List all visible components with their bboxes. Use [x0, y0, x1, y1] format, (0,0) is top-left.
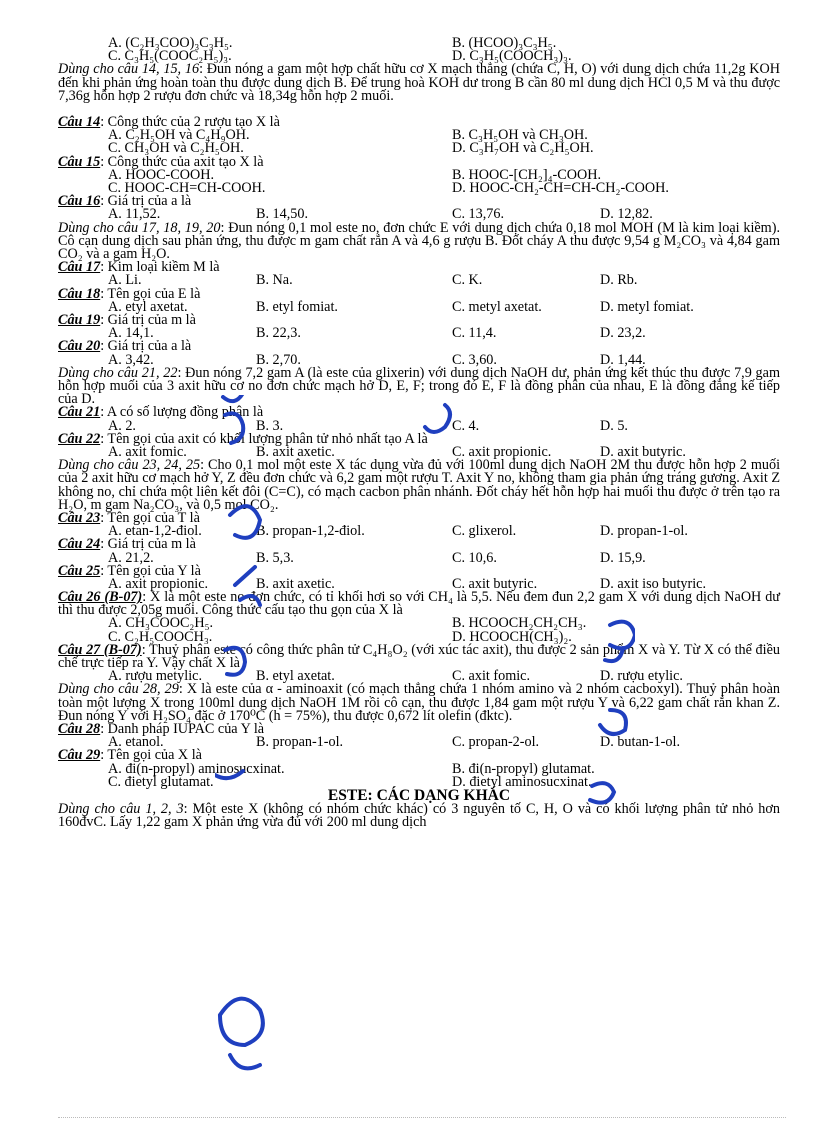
- answer-option-c: C. propan-2-ol.: [452, 734, 540, 751]
- answer-option-d: D. 12,82.: [600, 206, 653, 223]
- answer-option-a: A. etanol.: [108, 734, 164, 751]
- question-number: Câu 20: [58, 338, 101, 355]
- question-text: : Giá trị của a là: [100, 338, 192, 355]
- question-text: : Tên gọi của Y là: [100, 562, 201, 579]
- answer-option-a: A. (C₂H₃COO)₃C₃H₅.: [108, 35, 233, 51]
- answer-option-b: D. HCOOCH(CH₃)₂.: [452, 628, 572, 645]
- answer-option-c: C. 3,60.: [452, 351, 497, 368]
- answer-option-a: A. CH₃COOC₂H₅.: [108, 615, 214, 632]
- question: [58, 261, 780, 274]
- answer-option-d: D. 15,9.: [600, 549, 646, 566]
- question-number: Câu 28: [58, 721, 101, 738]
- answer-option-d: D. Rb.: [600, 272, 638, 289]
- question-text: : Đun nóng 7,2 gam A (là este của glixerin) với dung dịch NaOH dư, phản ứng kết thúc thu được 7,9 gam hỗn hợp muối của 3 axit hữu cơ no đơn chức mạch hở D, E, F; trong đó E, F là đồng phân của nhau, E là đồng đẳng kế tiếp của D.: [58, 364, 780, 408]
- answer-option-b: B. axit axetic.: [256, 443, 335, 460]
- question-number: Câu 19: [58, 311, 101, 328]
- answer-option-a: A. 3,42.: [108, 351, 154, 368]
- question-number: Câu 25: [58, 562, 101, 579]
- answer-option-a: A. etyl axetat.: [108, 298, 188, 315]
- question-text: : Tên gọi của axit có khối lượng phân tử nhỏ nhất tạo A là: [100, 430, 428, 447]
- answer-option-c: C. axit propionic.: [452, 443, 552, 460]
- answer-option-a: C. đietyl glutamat.: [108, 773, 214, 790]
- document-page: [58, 37, 780, 829]
- answer-option-b: B. etyl axetat.: [256, 668, 335, 685]
- question-text: : X là este của α - aminoaxit (có mạch thẳng chứa 1 nhóm amino và 2 nhóm cacboxyl). Thuỷ phân hoàn toàn một lượng X trong 100ml dung dịch NaOH 1M rồi cô cạn, thu được 1,84 gam một rượu Y và 6,22 gam chất rắn khan Z. Đun nóng Y với H₂SO₄ đặc ở 170⁰C (h = 75%), thu được 0,672 lít olefin (đktc).: [58, 681, 781, 724]
- shared-prompt-label: Dùng cho câu 28, 29: [58, 681, 179, 698]
- shared-prompt: [58, 683, 780, 723]
- answer-option-d: D. metyl fomiat.: [600, 298, 694, 315]
- question-text: : Công thức của 2 rượu tạo X là: [100, 113, 280, 130]
- answer-option-d: D. axit butyric.: [600, 443, 686, 460]
- answer-option-b: B. HCOOCH₂CH₂CH₃.: [452, 615, 587, 632]
- answer-option-b: B. 3.: [256, 417, 284, 434]
- question-number: Câu 16: [58, 193, 101, 210]
- question-number: Câu 21: [58, 404, 101, 421]
- answer-option-d: D. 1,44.: [600, 351, 646, 368]
- answer-option-b: D. đietyl aminosucxinat.: [452, 773, 592, 790]
- shared-prompt-label: Dùng cho câu 21, 22: [58, 364, 178, 381]
- answer-option-a: A. HOOC-COOH.: [108, 166, 215, 183]
- question-text: : Thuỷ phân este có công thức phân tử C₄H₈O₂ (với xúc tác axit), thu được 2 sản phẩm X và Y. Từ X có thể điều chế trực tiếp ra Y. Vậy chất X là: [58, 641, 780, 672]
- question-number: Câu 22: [58, 430, 101, 447]
- answer-option-d: D. propan-1-ol.: [600, 523, 688, 540]
- answer-option-b: B. 5,3.: [256, 549, 294, 566]
- question-number: Câu 29: [58, 747, 101, 764]
- answer-option-b: B. (HCOO)₃C₃H₅.: [452, 35, 557, 51]
- answer-option-d: D. axit iso butyric.: [600, 575, 706, 592]
- shared-prompt-label: Dùng cho câu 1, 2, 3: [58, 801, 184, 818]
- section-title: ESTE: CÁC DẠNG KHÁC: [327, 787, 511, 805]
- answer-option-b: D. HOOC-CH₂-CH=CH-CH₂-COOH.: [452, 179, 669, 196]
- question-text: : A có số lượng đồng phân là: [100, 404, 264, 421]
- answer-option-a: A. 21,2.: [108, 549, 154, 566]
- answer-option-c: C. 10,6.: [452, 549, 497, 566]
- answer-option-b: B. đi(n-propyl) glutamat.: [452, 760, 595, 777]
- question: [58, 641, 780, 672]
- answer-option-a: A. 2.: [108, 417, 136, 434]
- answer-option-a: A. axit propionic.: [108, 575, 209, 592]
- answer-option-a: A. axit fomic.: [108, 443, 187, 460]
- answer-option-c: C. K.: [452, 272, 483, 289]
- question: [58, 311, 780, 328]
- answer-option-d: D. 5.: [600, 417, 628, 434]
- question-text: : X là một este no đơn chức, có tỉ khối hơi so với CH₄ là 5,5. Nếu đem đun 2,2 gam X với dung dịch NaOH dư thì thu được 2,05g muối. Công thức cấu tạo thu gọn của X là: [58, 589, 780, 619]
- shared-prompt: [58, 459, 780, 512]
- answer-option-a: C. CH₃OH và C₂H₅OH.: [108, 140, 244, 157]
- question-number: Câu 26 (B-07): [58, 589, 143, 606]
- answer-option-b: B. 14,50.: [256, 206, 309, 223]
- question-text: : Một este X (không có nhóm chức khác) có 3 nguyên tố C, H, O và có khối lượng phân tử nhỏ hơn 160đvC. Lấy 1,22 gam X phản ứng vừa đủ với 200 ml dung dịch: [58, 801, 780, 831]
- question-text: : Giá trị của m là: [100, 311, 196, 328]
- question-number: Câu 24: [58, 536, 101, 553]
- answer-option-b: B. C₃H₅OH và CH₃OH.: [452, 127, 588, 144]
- answer-option-c: C. 13,76.: [452, 206, 505, 223]
- answer-option-a: A. etan-1,2-điol.: [108, 523, 202, 540]
- answer-option-d: D. 23,2.: [600, 325, 646, 342]
- answer-option-a: A. Li.: [108, 272, 142, 289]
- shared-prompt: [58, 364, 780, 408]
- answer-option-b: B. 22,3.: [256, 325, 301, 342]
- question-number: Câu 18: [58, 285, 101, 302]
- answer-option-c: C. metyl axetat.: [452, 298, 542, 315]
- question-text: : Đun nóng a gam một hợp chất hữu cơ X mạch thẳng (chứa C, H, O) với dung dịch chứa 11,2g KOH đến khi phản ứng hoàn toàn thu được dung dịch B. Để trung hoà KOH dư trong B cần 80 ml dung dịch HCl 0,5 M và thu được 7,36g hỗn hợp 2 rượu đơn chức và 18,34g hỗn hợp 2 muối.: [58, 61, 780, 104]
- question-number: Câu 15: [58, 153, 101, 170]
- question: [58, 538, 780, 551]
- question-text: : Tên gọi của E là: [100, 285, 201, 302]
- answer-option-b: B. propan-1,2-điol.: [256, 523, 365, 540]
- shared-prompt-label: Dùng cho câu 23, 24, 25: [58, 457, 201, 474]
- shared-prompt-label: Dùng cho câu 14, 15, 16: [58, 61, 200, 78]
- question-text: : Cho 0,1 mol một este X tác dụng vừa đủ với 100ml dung dịch NaOH 2M thu được hỗn hợp 2 muối của 2 axit hữu cơ mạch hở Y, Z đều đơn chức và 6,2 gam một rượu T. Axit Y no, không tham gia phản ứng tráng gương. Axit Z không no, chỉ chứa một liên kết đôi (C=C), có mạch cacbon phân nhánh. Đốt cháy hết hỗn hợp hai muối thu được ở trên tạo ra H₂O, m gam Na₂CO₃, và 0,5 mol CO₂.: [58, 457, 781, 513]
- question-number: Câu 17: [58, 259, 101, 276]
- question-text: : Giá trị của a là: [100, 193, 192, 210]
- answer-option-b: B. propan-1-ol.: [256, 734, 344, 751]
- answer-option-b: B. HOOC-[CH₂]₄-COOH.: [452, 166, 602, 183]
- answer-option-c: C. 4.: [452, 417, 480, 434]
- answer-option-c: C. axit fomic.: [452, 668, 531, 685]
- answer-option-b: D. C₃H₇OH và C₂H₅OH.: [452, 140, 594, 157]
- question-number: Câu 14: [58, 113, 101, 130]
- bottom-rule: [58, 1117, 786, 1118]
- answer-option-a: C. HOOC-CH=CH-COOH.: [108, 179, 266, 196]
- answer-option-a: C. C₂H₅COOCH₃.: [108, 628, 213, 645]
- question-text: : Đun nóng 0,1 mol este no, đơn chức E với dung dịch chứa 0,18 mol MOH (M là kim loại kiềm). Cô cạn dung dịch sau phản ứng, thu được m gam chất rắn A và 4,6 g rượu B. Đốt cháy A thu được 9,54 g M₂CO₃ và 4,84 gam CO₂ và a gam H₂O.: [58, 219, 780, 262]
- answer-option-b: B. 2,70.: [256, 351, 301, 368]
- question-text: : Tên gọi của X là: [100, 747, 202, 764]
- answer-option-a: A. C₂H₅OH và C₄H₉OH.: [108, 127, 250, 144]
- answer-option-a: A. 14,1.: [108, 325, 154, 342]
- shared-prompt: [58, 803, 780, 829]
- question-number: Câu 23: [58, 509, 101, 526]
- answer-option-b: B. Na.: [256, 272, 293, 289]
- answer-option-a: C. C₃H₅(COOC₂H₅)₃.: [108, 48, 232, 65]
- answer-option-d: D. butan-1-ol.: [600, 734, 680, 751]
- question: [58, 406, 780, 419]
- question-text: : Kim loại kiềm M là: [100, 259, 220, 276]
- shared-prompt: [58, 63, 780, 103]
- answer-option-c: C. axit butyric.: [452, 575, 538, 592]
- question-number: Câu 27 (B-07): [58, 641, 142, 658]
- question-text: : Danh pháp IUPAC của Y là: [100, 721, 265, 738]
- answer-option-c: C. 11,4.: [452, 325, 497, 342]
- answer-option-a: A. đi(n-propyl) aminosucxinat.: [108, 760, 285, 777]
- answer-option-b: D. C₃H₅(COOCH₃)₃.: [452, 48, 572, 65]
- question-text: : Tên gọi của T là: [100, 509, 200, 526]
- answer-option-c: C. glixerol.: [452, 523, 517, 540]
- shared-prompt: [58, 219, 780, 262]
- question: [58, 591, 780, 617]
- question: [58, 195, 780, 208]
- answer-option-a: A. 11,52.: [108, 206, 161, 223]
- question: [58, 340, 780, 353]
- answer-option-d: D. rượu etylic.: [600, 668, 683, 685]
- question-text: : Giá trị của m là: [100, 536, 196, 553]
- question-text: : Công thức của axit tạo X là: [100, 153, 264, 170]
- shared-prompt-label: Dùng cho câu 17, 18, 19, 20: [58, 219, 221, 236]
- answer-option-b: B. axit axetic.: [256, 575, 335, 592]
- answer-option-b: B. etyl fomiat.: [256, 298, 338, 315]
- answer-option-a: A. rượu metylic.: [108, 668, 202, 685]
